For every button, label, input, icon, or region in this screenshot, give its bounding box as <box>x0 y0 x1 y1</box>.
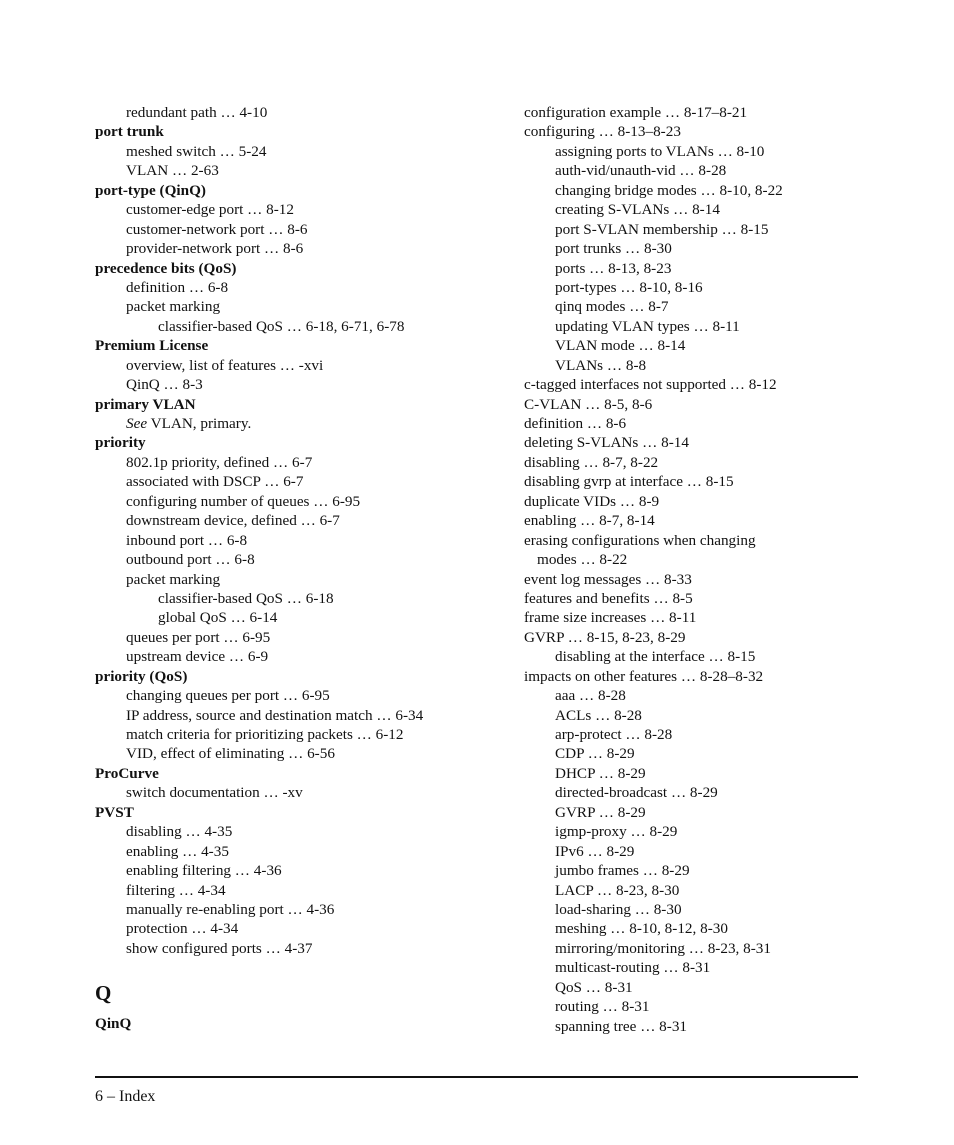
index-subentry: changing bridge modes … 8-10, 8-22 <box>555 181 783 199</box>
index-column-right <box>524 103 934 1036</box>
index-subentry: arp-protect … 8-28 <box>555 726 673 743</box>
index-subentry: VLAN … 2-63 <box>126 162 219 180</box>
index-subentry: igmp-proxy … 8-29 <box>555 823 678 841</box>
index-subentry: manually re-enabling port … 4-36 <box>126 900 335 918</box>
index-subentry: multicast-routing … 8-31 <box>555 959 711 977</box>
index-subentry: port S-VLAN membership … 8-15 <box>555 220 769 238</box>
index-entry: event log messages … 8-33 <box>524 570 692 588</box>
index-subentry: LACP … 8-23, 8-30 <box>555 881 680 899</box>
index-main-entry: primary VLAN <box>95 395 196 413</box>
index-subentry: 802.1p priority, defined … 6-7 <box>126 453 313 471</box>
index-subentry: packet marking <box>126 298 221 316</box>
index-subentry: ACLs … 8-28 <box>555 706 642 724</box>
index-subentry: CDP … 8-29 <box>555 745 635 763</box>
index-subentry: redundant path … 4-10 <box>126 104 268 121</box>
index-entry: deleting S-VLANs … 8-14 <box>524 434 689 452</box>
index-subentry: ports … 8-13, 8-23 <box>555 259 672 277</box>
index-subentry: meshing … 8-10, 8-12, 8-30 <box>555 920 728 938</box>
index-subentry: packet marking <box>126 570 221 588</box>
index-entry: C-VLAN … 8-5, 8-6 <box>524 395 653 413</box>
index-main-entry: PVST <box>95 803 134 821</box>
index-subentry: creating S-VLANs … 8-14 <box>555 201 720 219</box>
index-main-entry: QinQ <box>95 1015 132 1033</box>
index-subentry: aaa … 8-28 <box>555 687 626 705</box>
index-subentry: port trunks … 8-30 <box>555 240 672 258</box>
index-subentry: directed-broadcast … 8-29 <box>555 784 718 802</box>
index-main-entry: precedence bits (QoS) <box>95 259 237 277</box>
index-subentry: GVRP … 8-29 <box>555 803 646 821</box>
index-subentry: disabling … 4-35 <box>126 823 233 841</box>
see-reference-target: VLAN, primary. <box>147 415 252 432</box>
index-subentry: meshed switch … 5-24 <box>126 142 267 160</box>
index-subentry: show configured ports … 4-37 <box>126 939 313 957</box>
index-subentry: filtering … 4-34 <box>126 881 226 899</box>
index-subentry: QinQ … 8-3 <box>126 376 203 394</box>
index-entry: enabling … 8-7, 8-14 <box>524 512 655 530</box>
index-entry: GVRP … 8-15, 8-23, 8-29 <box>524 628 686 646</box>
index-subentry: customer-edge port … 8-12 <box>126 201 294 219</box>
index-subentry: changing queues per port … 6-95 <box>126 687 330 705</box>
index-entry: disabling … 8-7, 8-22 <box>524 453 659 471</box>
index-main-entry: Premium License <box>95 337 209 355</box>
index-subentry: provider-network port … 8-6 <box>126 240 304 258</box>
index-entry: impacts on other features … 8-28–8-32 <box>524 667 764 685</box>
index-entry: c-tagged interfaces not supported … 8-12 <box>524 376 777 394</box>
index-subentry: protection … 4-34 <box>126 920 239 938</box>
index-subentry: definition … 6-8 <box>126 278 229 296</box>
index-entry: features and benefits … 8-5 <box>524 589 693 607</box>
index-subentry: VID, effect of eliminating … 6-56 <box>126 745 335 763</box>
index-subentry: assigning ports to VLANs … 8-10 <box>555 142 765 160</box>
index-entry: erasing configurations when changing <box>524 531 756 549</box>
index-subentry: customer-network port … 8-6 <box>126 220 308 238</box>
index-subentry: qinq modes … 8-7 <box>555 298 669 316</box>
index-subentry: mirroring/monitoring … 8-23, 8-31 <box>555 939 771 957</box>
index-entry-continuation: modes … 8-22 <box>537 551 628 569</box>
index-subentry: enabling … 4-35 <box>126 842 229 860</box>
page-footer-label: 6 – Index <box>95 1088 156 1105</box>
index-subentry: disabling at the interface … 8-15 <box>555 648 756 666</box>
index-subentry: routing … 8-31 <box>555 998 650 1016</box>
index-subentry: jumbo frames … 8-29 <box>555 862 690 880</box>
index-subentry: IP address, source and destination match … 6-34 <box>126 706 424 724</box>
index-subsubentry: classifier-based QoS … 6-18 <box>158 589 334 607</box>
index-subentry: DHCP … 8-29 <box>555 764 646 782</box>
index-subentry: port-types … 8-10, 8-16 <box>555 278 703 296</box>
index-subentry: inbound port … 6-8 <box>126 531 248 549</box>
index-subentry: configuring number of queues … 6-95 <box>126 492 361 510</box>
index-entry: frame size increases … 8-11 <box>524 609 697 627</box>
index-column-left <box>95 103 515 1034</box>
see-reference-label: See <box>126 415 148 432</box>
index-subentry: queues per port … 6-95 <box>126 628 271 646</box>
index-subentry: switch documentation … -xv <box>126 784 303 802</box>
index-subentry: load-sharing … 8-30 <box>555 900 682 918</box>
index-subentry: updating VLAN types … 8-11 <box>555 317 740 335</box>
index-subentry: enabling filtering … 4-36 <box>126 862 282 880</box>
index-subentry: auth-vid/unauth-vid … 8-28 <box>555 162 727 180</box>
index-subentry: upstream device … 6-9 <box>126 648 269 666</box>
index-subentry: VLANs … 8-8 <box>555 356 647 374</box>
index-subsubentry: classifier-based QoS … 6-18, 6-71, 6-78 <box>158 317 405 335</box>
index-subentry: outbound port … 6-8 <box>126 551 255 569</box>
index-entry: disabling gvrp at interface … 8-15 <box>524 473 734 491</box>
index-subentry: VLAN mode … 8-14 <box>555 337 686 355</box>
index-subentry: QoS … 8-31 <box>555 978 633 996</box>
index-main-entry: port-type (QinQ) <box>95 181 206 199</box>
index-subentry: overview, list of features … -xvi <box>126 356 324 374</box>
index-subsubentry: global QoS … 6-14 <box>158 609 278 627</box>
index-main-entry: port trunk <box>95 123 164 141</box>
index-subentry: downstream device, defined … 6-7 <box>126 512 340 530</box>
index-subentry: associated with DSCP … 6-7 <box>126 473 304 491</box>
index-subentry <box>95 414 515 433</box>
footer-divider <box>95 1076 858 1078</box>
index-entry: duplicate VIDs … 8-9 <box>524 492 660 510</box>
index-main-entry: priority <box>95 434 146 452</box>
index-entry: definition … 8-6 <box>524 415 627 432</box>
index-subentry: IPv6 … 8-29 <box>555 842 635 860</box>
index-main-entry: priority (QoS) <box>95 667 188 685</box>
index-entry: configuration example … 8-17–8-21 <box>524 104 748 121</box>
index-main-entry: ProCurve <box>95 764 159 782</box>
index-letter-heading: Q <box>95 981 112 1006</box>
index-subentry: match criteria for prioritizing packets … 6-12 <box>126 726 404 743</box>
index-subentry: spanning tree … 8-31 <box>555 1017 688 1035</box>
index-entry: configuring … 8-13–8-23 <box>524 123 681 141</box>
